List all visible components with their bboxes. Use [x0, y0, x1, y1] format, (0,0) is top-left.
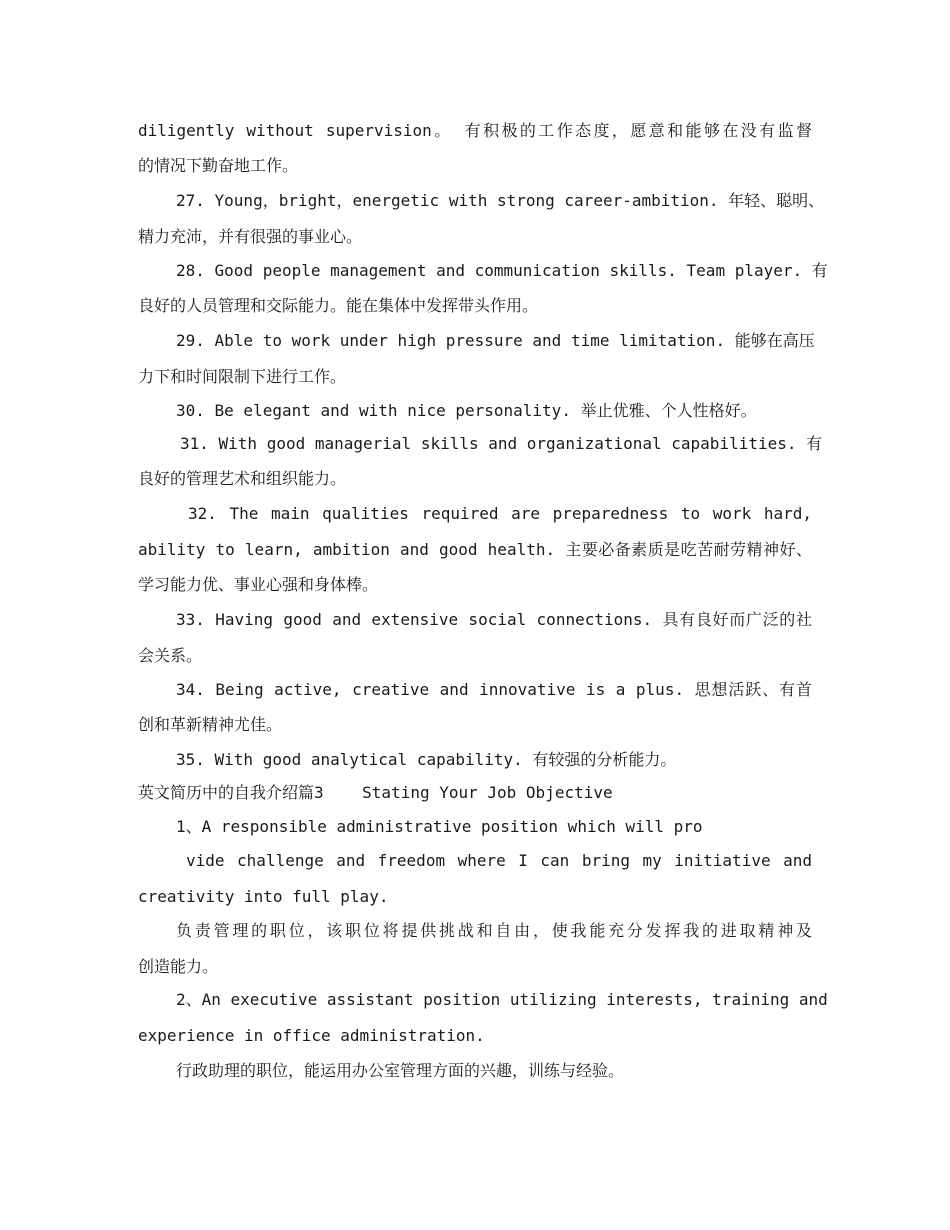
list-item-29: 29. Able to work under high pressure and time limitation. 能够在高压: [176, 331, 815, 350]
list-item-30: 30. Be elegant and with nice personality. 举止优雅、个人性格好。: [176, 401, 757, 420]
text-line: 创和革新精神尤佳。: [138, 715, 283, 734]
list-item-31: 31. With good managerial skills and organizational capabilities. 有: [180, 434, 823, 453]
section-heading: 英文简历中的自我介绍篇3 Stating Your Job Objective: [138, 783, 613, 802]
text-line: 学习能力优、事业心强和身体棒。: [138, 575, 379, 594]
text-line: 的情况下勤奋地工作。: [138, 156, 299, 175]
list-item-35: 35. With good analytical capability. 有较强的分析能力。: [176, 750, 677, 769]
text-line: vide challenge and freedom where I can bring my initiative and: [186, 851, 812, 870]
objective-item-1: 1、A responsible administrative position which will pro: [176, 817, 703, 836]
text-line: 负责管理的职位，该职位将提供挑战和自由，使我能充分发挥我的进取精神及: [176, 921, 812, 940]
text-line: 行政助理的职位，能运用办公室管理方面的兴趣，训练与经验。: [176, 1061, 625, 1080]
text-line: diligently without supervision。 有积极的工作态度，愿意和能够在没有监督: [138, 121, 812, 140]
text-line: 力下和时间限制下进行工作。: [138, 367, 347, 386]
text-line: 会关系。: [138, 646, 203, 665]
list-item-28: 28. Good people management and communication skills. Team player. 有: [176, 261, 828, 280]
list-item-33: 33. Having good and extensive social connections. 具有良好而广泛的社: [176, 610, 812, 629]
text-line: creativity into full play.: [138, 887, 389, 906]
list-item-34: 34. Being active, creative and innovative is a plus. 思想活跃、有首: [176, 680, 812, 699]
objective-item-2: 2、An executive assistant position utilizing interests, training and: [176, 990, 828, 1009]
text-line: 良好的人员管理和交际能力。能在集体中发挥带头作用。: [138, 296, 539, 315]
text-line: 精力充沛，并有很强的事业心。: [138, 227, 363, 246]
text-line: 创造能力。: [138, 957, 219, 976]
list-item-27: 27. Young，bright，energetic with strong career-ambition. 年轻、聪明、: [176, 191, 825, 210]
list-item-32: 32. The main qualities required are preparedness to work hard,: [188, 504, 812, 523]
text-line: ability to learn, ambition and good health. 主要必备素质是吃苦耐劳精神好、: [138, 540, 812, 559]
text-line: 良好的管理艺术和组织能力。: [138, 469, 347, 488]
text-line: experience in office administration.: [138, 1026, 485, 1045]
